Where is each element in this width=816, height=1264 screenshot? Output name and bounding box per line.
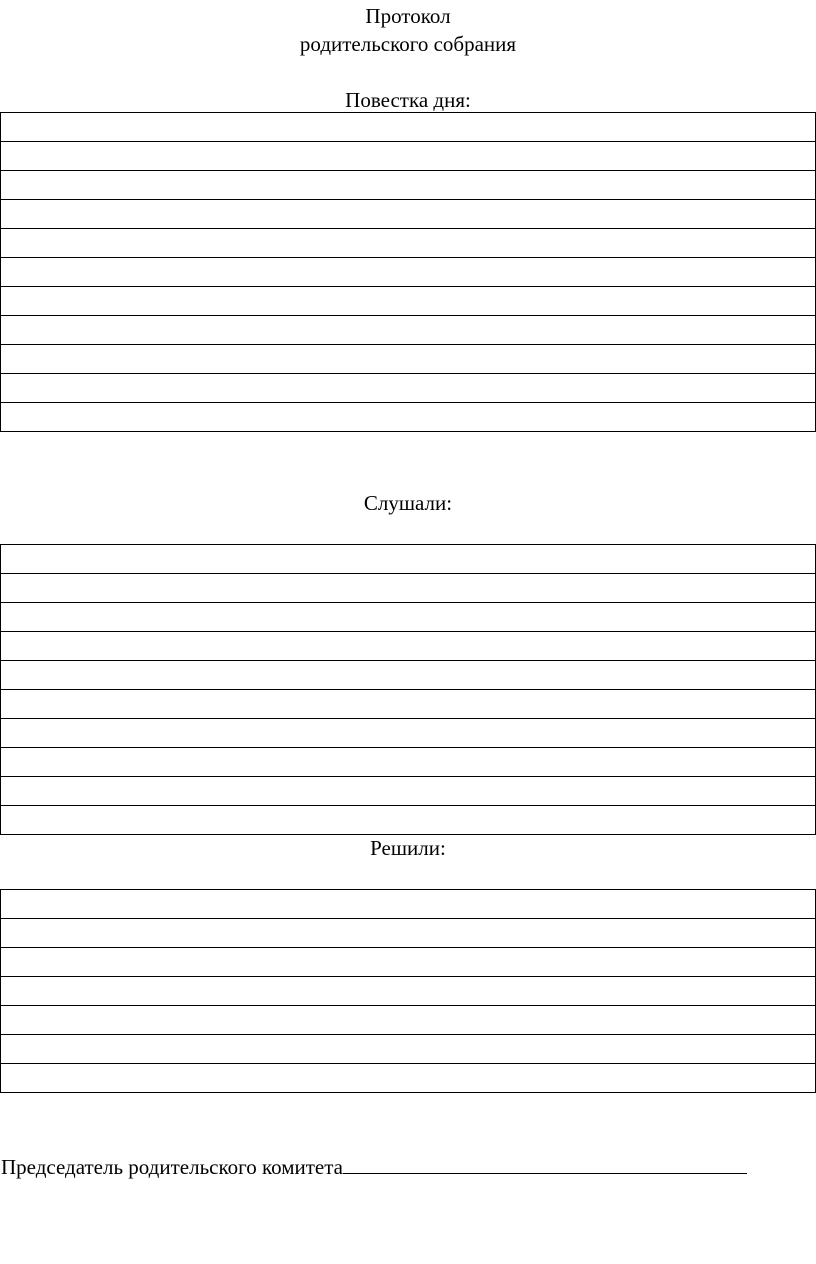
blank-line-cell[interactable] xyxy=(1,545,816,574)
blank-line-row xyxy=(1,1006,816,1035)
blank-line-cell[interactable] xyxy=(1,574,816,603)
blank-line-cell[interactable] xyxy=(1,919,816,948)
blank-line-cell[interactable] xyxy=(1,719,816,748)
blank-line-row xyxy=(1,719,816,748)
heard-heading: Слушали: xyxy=(363,491,453,515)
blank-line-cell[interactable] xyxy=(1,1006,816,1035)
blank-line-row xyxy=(1,345,816,374)
blank-line-row xyxy=(1,1035,816,1064)
blank-line-cell[interactable] xyxy=(1,1064,816,1093)
blank-line-row xyxy=(1,287,816,316)
blank-line-cell[interactable] xyxy=(1,690,816,719)
heard-lines-table xyxy=(0,544,816,835)
blank-line-cell[interactable] xyxy=(1,748,816,777)
blank-line-row xyxy=(1,545,816,574)
signature-blank-line[interactable] xyxy=(343,1153,747,1174)
blank-line-row xyxy=(1,603,816,632)
blank-line-row xyxy=(1,374,816,403)
blank-line-cell[interactable] xyxy=(1,603,816,632)
blank-line-row xyxy=(1,948,816,977)
document-subtitle: родительского собрания xyxy=(299,32,517,56)
blank-line-cell[interactable] xyxy=(1,229,816,258)
signature-row xyxy=(1,1153,747,1179)
agenda-heading: Повестка дня: xyxy=(345,88,471,112)
blank-line-cell[interactable] xyxy=(1,632,816,661)
blank-line-cell[interactable] xyxy=(1,1035,816,1064)
blank-line-cell[interactable] xyxy=(1,258,816,287)
blank-line-cell[interactable] xyxy=(1,287,816,316)
blank-line-row xyxy=(1,574,816,603)
blank-line-row xyxy=(1,200,816,229)
blank-line-row xyxy=(1,632,816,661)
blank-line-cell[interactable] xyxy=(1,200,816,229)
blank-line-cell[interactable] xyxy=(1,374,816,403)
blank-line-row xyxy=(1,316,816,345)
decided-lines-table xyxy=(0,889,816,1093)
blank-line-cell[interactable] xyxy=(1,661,816,690)
blank-line-row xyxy=(1,403,816,432)
blank-line-cell[interactable] xyxy=(1,316,816,345)
blank-line-row xyxy=(1,777,816,806)
blank-line-row xyxy=(1,229,816,258)
blank-line-cell[interactable] xyxy=(1,977,816,1006)
blank-line-cell[interactable] xyxy=(1,890,816,919)
blank-line-cell[interactable] xyxy=(1,142,816,171)
blank-line-cell[interactable] xyxy=(1,345,816,374)
blank-line-cell[interactable] xyxy=(1,777,816,806)
blank-line-cell[interactable] xyxy=(1,113,816,142)
blank-line-row xyxy=(1,748,816,777)
blank-line-row xyxy=(1,142,816,171)
blank-line-row xyxy=(1,890,816,919)
blank-line-cell[interactable] xyxy=(1,806,816,835)
blank-line-row xyxy=(1,171,816,200)
blank-line-cell[interactable] xyxy=(1,171,816,200)
blank-line-row xyxy=(1,806,816,835)
blank-line-row xyxy=(1,1064,816,1093)
blank-line-row xyxy=(1,690,816,719)
blank-line-row xyxy=(1,919,816,948)
blank-line-cell[interactable] xyxy=(1,948,816,977)
document-title: Протокол xyxy=(365,4,451,28)
signature-label: Председатель родительского комитета xyxy=(1,1155,343,1179)
blank-line-row xyxy=(1,977,816,1006)
decided-heading: Решили: xyxy=(370,836,446,860)
agenda-lines-table xyxy=(0,112,816,432)
blank-line-row xyxy=(1,113,816,142)
blank-line-cell[interactable] xyxy=(1,403,816,432)
blank-line-row xyxy=(1,258,816,287)
blank-line-row xyxy=(1,661,816,690)
